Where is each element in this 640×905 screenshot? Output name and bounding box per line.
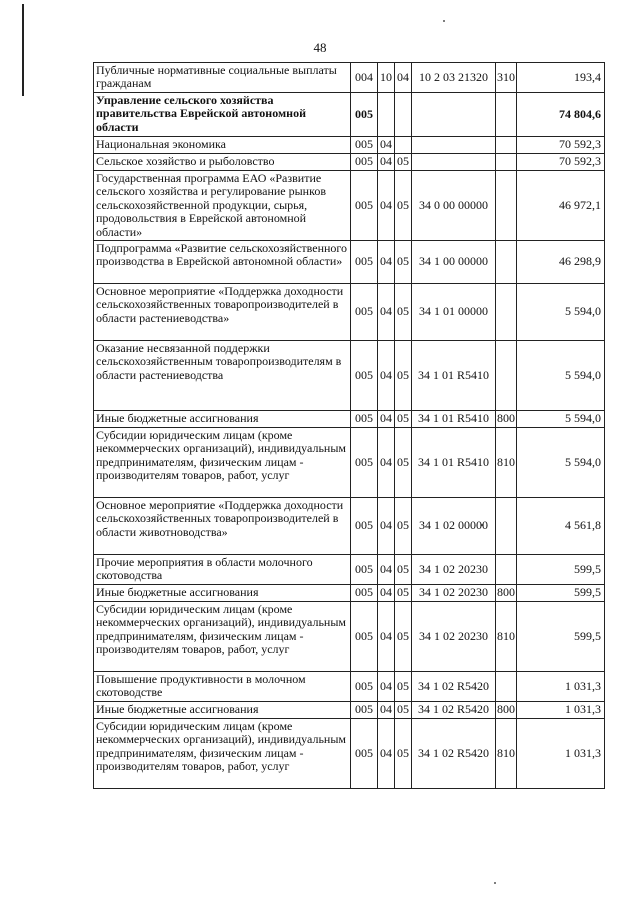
grbs-code: 005 <box>351 154 378 171</box>
subsection-code: 05 <box>395 702 412 719</box>
grbs-code: 005 <box>351 672 378 702</box>
table-row <box>94 63 605 93</box>
expense-type-code <box>496 241 517 284</box>
target-article-code: 34 1 02 20230 <box>412 602 496 672</box>
grbs-code: 005 <box>351 137 378 154</box>
section-code: 04 <box>378 585 395 602</box>
table-row <box>94 171 605 241</box>
target-article-code <box>412 137 496 154</box>
amount: 74 804,6 <box>517 93 605 137</box>
expense-type-code <box>496 341 517 411</box>
table-row <box>94 719 605 789</box>
grbs-code: 005 <box>351 719 378 789</box>
expense-type-code <box>496 154 517 171</box>
table-row <box>94 341 605 411</box>
target-article-code: 34 1 02 R5420 <box>412 719 496 789</box>
grbs-code: 005 <box>351 341 378 411</box>
section-code: 04 <box>378 137 395 154</box>
amount: 5 594,0 <box>517 341 605 411</box>
table-row <box>94 241 605 284</box>
section-code: 10 <box>378 63 395 93</box>
section-code: 04 <box>378 498 395 555</box>
scan-speck <box>494 882 496 884</box>
subsection-code: 05 <box>395 341 412 411</box>
target-article-code: 34 1 02 20230 <box>412 585 496 602</box>
expense-type-code <box>496 672 517 702</box>
expense-type-code <box>496 498 517 555</box>
section-code: 04 <box>378 719 395 789</box>
item-name: Оказание несвязанной поддержки сельскохозяйственным товаропроизводителям в области растениеводства <box>94 341 351 411</box>
item-name: Субсидии юридическим лицам (кроме некоммерческих организаций), индивидуальным предпринимателям, физическим лицам - производителям товаров, работ, услуг <box>94 719 351 789</box>
section-code: 04 <box>378 171 395 241</box>
item-name: Иные бюджетные ассигнования <box>94 585 351 602</box>
expense-type-code: 800 <box>496 585 517 602</box>
amount: 70 592,3 <box>517 137 605 154</box>
target-article-code: 34 1 01 R5410 <box>412 341 496 411</box>
target-article-code: 34 1 01 R5410 <box>412 428 496 498</box>
subsection-code: 05 <box>395 154 412 171</box>
expense-type-code <box>496 171 517 241</box>
item-name: Подпрограмма «Развитие сельскохозяйственного производства в Еврейской автономной области» <box>94 241 351 284</box>
item-name: Иные бюджетные ассигнования <box>94 702 351 719</box>
section-code: 04 <box>378 672 395 702</box>
amount: 193,4 <box>517 63 605 93</box>
section-code: 04 <box>378 284 395 341</box>
section-code: 04 <box>378 341 395 411</box>
table-row <box>94 411 605 428</box>
subsection-code: 05 <box>395 284 412 341</box>
expense-type-code <box>496 284 517 341</box>
amount: 599,5 <box>517 585 605 602</box>
section-code: 04 <box>378 411 395 428</box>
subsection-code: 05 <box>395 241 412 284</box>
expense-type-code <box>496 93 517 137</box>
amount: 70 592,3 <box>517 154 605 171</box>
target-article-code: 34 1 02 20230 <box>412 555 496 585</box>
grbs-code: 005 <box>351 585 378 602</box>
grbs-code: 005 <box>351 702 378 719</box>
amount: 4 561,8 <box>517 498 605 555</box>
subsection-code: 05 <box>395 428 412 498</box>
table-row <box>94 585 605 602</box>
item-name: Национальная экономика <box>94 137 351 154</box>
subsection-code: 05 <box>395 585 412 602</box>
expense-type-code <box>496 555 517 585</box>
target-article-code: 34 0 00 00000 <box>412 171 496 241</box>
amount: 46 298,9 <box>517 241 605 284</box>
grbs-code: 005 <box>351 498 378 555</box>
section-code: 04 <box>378 154 395 171</box>
expense-type-code: 800 <box>496 411 517 428</box>
target-article-code: 34 1 01 R5410 <box>412 411 496 428</box>
target-article-code: 34 1 00 00000 <box>412 241 496 284</box>
table-row <box>94 672 605 702</box>
expense-type-code: 810 <box>496 719 517 789</box>
table-row <box>94 154 605 171</box>
item-name: Основное мероприятие «Поддержка доходности сельскохозяйственных товаропроизводителей в области растениеводства» <box>94 284 351 341</box>
grbs-code: 004 <box>351 63 378 93</box>
amount: 46 972,1 <box>517 171 605 241</box>
target-article-code <box>412 154 496 171</box>
amount: 1 031,3 <box>517 719 605 789</box>
table-row <box>94 498 605 555</box>
target-article-code: 34 1 02 R5420 <box>412 702 496 719</box>
subsection-code <box>395 93 412 137</box>
expense-type-code: 810 <box>496 602 517 672</box>
item-name: Прочие мероприятия в области молочного скотоводства <box>94 555 351 585</box>
subsection-code: 05 <box>395 498 412 555</box>
table-row <box>94 602 605 672</box>
subsection-code <box>395 137 412 154</box>
target-article-code: 10 2 03 21320 <box>412 63 496 93</box>
subsection-code: 05 <box>395 411 412 428</box>
amount: 599,5 <box>517 602 605 672</box>
grbs-code: 005 <box>351 241 378 284</box>
section-code: 04 <box>378 702 395 719</box>
section-code: 04 <box>378 241 395 284</box>
subsection-code: 05 <box>395 602 412 672</box>
item-name: Иные бюджетные ассигнования <box>94 411 351 428</box>
amount: 1 031,3 <box>517 672 605 702</box>
expense-type-code: 800 <box>496 702 517 719</box>
budget-table <box>93 62 605 789</box>
scan-speck <box>443 20 445 22</box>
amount: 5 594,0 <box>517 428 605 498</box>
expense-type-code <box>496 137 517 154</box>
item-name: Сельское хозяйство и рыболовство <box>94 154 351 171</box>
subsection-code: 05 <box>395 555 412 585</box>
amount: 1 031,3 <box>517 702 605 719</box>
expense-type-code: 310 <box>496 63 517 93</box>
grbs-code: 005 <box>351 602 378 672</box>
subsection-code: 04 <box>395 63 412 93</box>
grbs-code: 005 <box>351 171 378 241</box>
item-name: Управление сельского хозяйства правительства Еврейской автономной области <box>94 93 351 137</box>
table-row <box>94 428 605 498</box>
item-name: Субсидии юридическим лицам (кроме некоммерческих организаций), индивидуальным предпринимателям, физическим лицам - производителям товаров, работ, услуг <box>94 602 351 672</box>
table-row <box>94 93 605 137</box>
item-name: Основное мероприятие «Поддержка доходности сельскохозяйственных товаропроизводителей в области животноводства» <box>94 498 351 555</box>
target-article-code: 34 1 02 R5420 <box>412 672 496 702</box>
target-article-code: 34 1 02 00000 <box>412 498 496 555</box>
item-name: Повышение продуктивности в молочном скотоводстве <box>94 672 351 702</box>
subsection-code: 05 <box>395 719 412 789</box>
item-name: Государственная программа ЕАО «Развитие сельского хозяйства и регулирование рынков сельскохозяйственной продукции, сырья, продовольствия в Еврейской автономной области» <box>94 171 351 241</box>
amount: 5 594,0 <box>517 284 605 341</box>
subsection-code: 05 <box>395 171 412 241</box>
item-name: Публичные нормативные социальные выплаты гражданам <box>94 63 351 93</box>
target-article-code <box>412 93 496 137</box>
grbs-code: 005 <box>351 411 378 428</box>
grbs-code: 005 <box>351 93 378 137</box>
page-number: 48 <box>313 40 327 55</box>
grbs-code: 005 <box>351 555 378 585</box>
item-name: Субсидии юридическим лицам (кроме некоммерческих организаций), индивидуальным предпринимателям, физическим лицам - производителям товаров, работ, услуг <box>94 428 351 498</box>
table-row <box>94 137 605 154</box>
target-article-code: 34 1 01 00000 <box>412 284 496 341</box>
expense-type-code: 810 <box>496 428 517 498</box>
amount: 5 594,0 <box>517 411 605 428</box>
section-code: 04 <box>378 428 395 498</box>
amount: 599,5 <box>517 555 605 585</box>
grbs-code: 005 <box>351 284 378 341</box>
table-row <box>94 284 605 341</box>
section-code <box>378 93 395 137</box>
section-code: 04 <box>378 555 395 585</box>
table-row <box>94 555 605 585</box>
grbs-code: 005 <box>351 428 378 498</box>
subsection-code: 05 <box>395 672 412 702</box>
table-row <box>94 702 605 719</box>
section-code: 04 <box>378 602 395 672</box>
